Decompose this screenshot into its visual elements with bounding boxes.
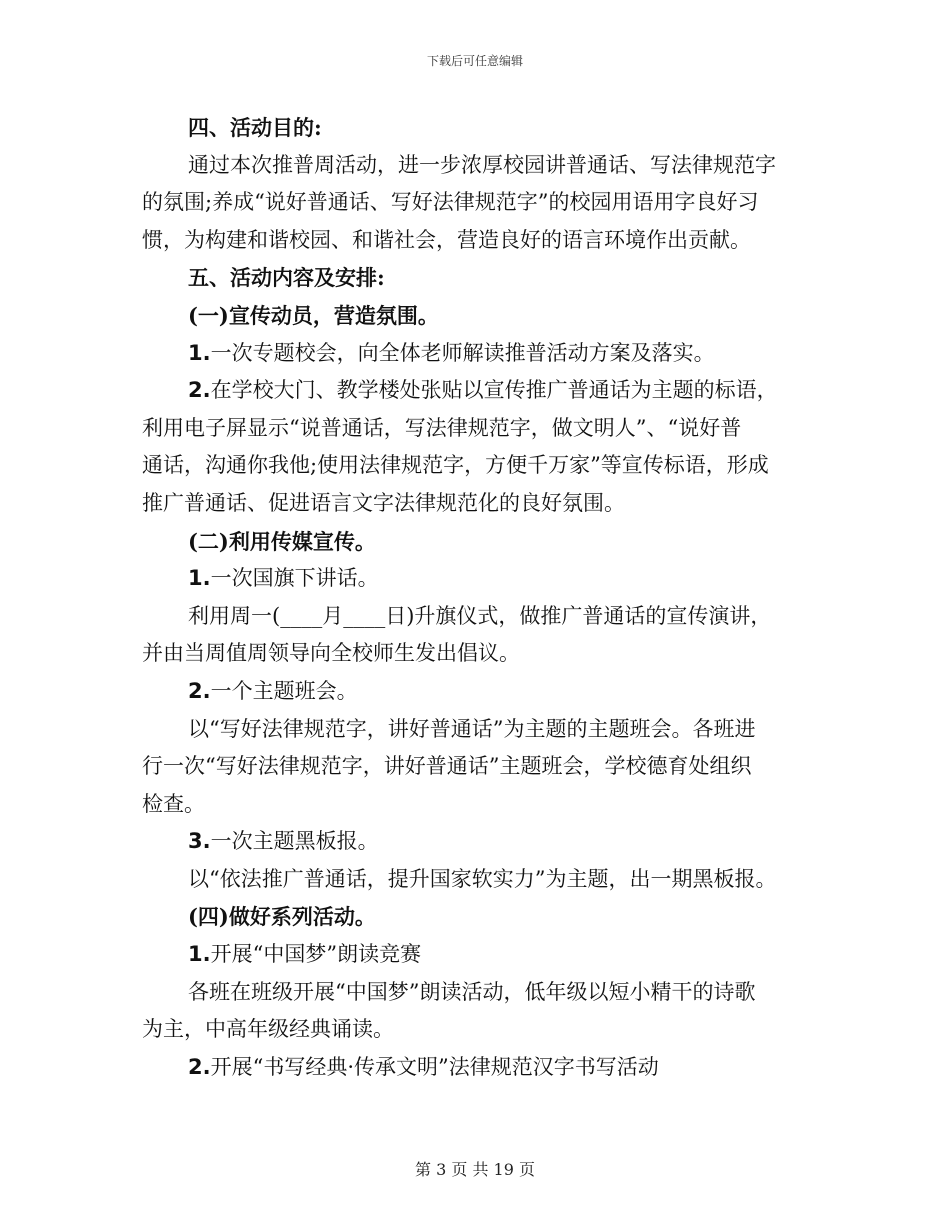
paragraph-line: 利用电子屏显示“说普通话，写法律规范字，做文明人”、“说好普: [142, 415, 742, 440]
item-number: 2.: [188, 378, 211, 403]
page-number: 第 3 页 共 19 页: [415, 1160, 535, 1179]
paragraph-line: 通过本次推普周活动，进一步浓厚校园讲普通话、写法律规范字: [188, 152, 776, 177]
page-header-note: 下载后可任意编辑: [426, 54, 523, 68]
paragraph-line: 利用周一(____月____日)升旗仪式，做推广普通话的宣传演讲，: [188, 603, 772, 628]
item-text: 一次专题校会，向全体老师解读推普活动方案及落实。: [210, 340, 715, 365]
paragraph-line: 通话，沟通你我他;使用法律规范字，方便千万家”等宣传标语，形成: [142, 453, 769, 478]
item-text: 一次主题黑板报。: [210, 829, 379, 854]
subsection-1-title: (一)宣传动员，营造氛围。: [188, 302, 439, 328]
item-number: 2.: [188, 1054, 211, 1079]
paragraph-line: 惯，为构建和谐校园、和谐社会，营造良好的语言环境作出贡献。: [142, 227, 751, 252]
item-text: 开展“书写经典·传承文明”法律规范汉字书写活动: [210, 1054, 659, 1079]
list-item: [142, 560, 810, 598]
section-5-title: 五、活动内容及安排:: [188, 265, 385, 291]
subsection-4-title: (四)做好系列活动。: [188, 904, 376, 930]
item-text: 一个主题班会。: [210, 678, 358, 703]
list-item: [142, 372, 810, 410]
paragraph-line: 并由当周值周领导向全校师生发出倡议。: [142, 641, 520, 666]
item-text: 一次国旗下讲话。: [210, 566, 379, 591]
list-item: [142, 335, 810, 373]
item-text: 在学校大门、教学楼处张贴以宣传推广普通话为主题的标语，: [210, 378, 778, 403]
list-item: [142, 673, 810, 711]
section-4-title: 四、活动目的:: [188, 115, 322, 140]
paragraph-line: 各班在班级开展“中国梦”朗读活动，低年级以短小精干的诗歌: [188, 979, 756, 1004]
document-body: [142, 109, 810, 1086]
paragraph-line: 以“依法推广普通话，提升国家软实力”为主题，出一期黑板报。: [188, 866, 777, 891]
item-number: 1.: [188, 340, 211, 365]
item-number: 3.: [188, 829, 211, 854]
item-number: 1.: [188, 942, 211, 967]
paragraph-line: 的氛围;养成“说好普通话、写好法律规范字”的校园用语用字良好习: [142, 190, 759, 215]
list-item: [142, 1049, 810, 1087]
item-number: 1.: [188, 566, 211, 591]
paragraph-line: 推广普通话、促进语言文字法律规范化的良好氛围。: [142, 490, 625, 515]
paragraph-line: 检查。: [142, 791, 205, 816]
list-item: [142, 823, 810, 861]
list-item: [142, 936, 810, 974]
item-text: 开展“中国梦”朗读竞赛: [210, 942, 422, 967]
subsection-2-title: (二)利用传媒宣传。: [188, 528, 376, 554]
item-number: 2.: [188, 678, 211, 703]
paragraph-line: 行一次“写好法律规范字，讲好普通话”主题班会，学校德育处组织: [142, 754, 752, 779]
paragraph-line: 为主，中高年级经典诵读。: [142, 1017, 394, 1042]
paragraph-line: 以“写好法律规范字，讲好普通话”为主题的主题班会。各班进: [188, 716, 756, 741]
